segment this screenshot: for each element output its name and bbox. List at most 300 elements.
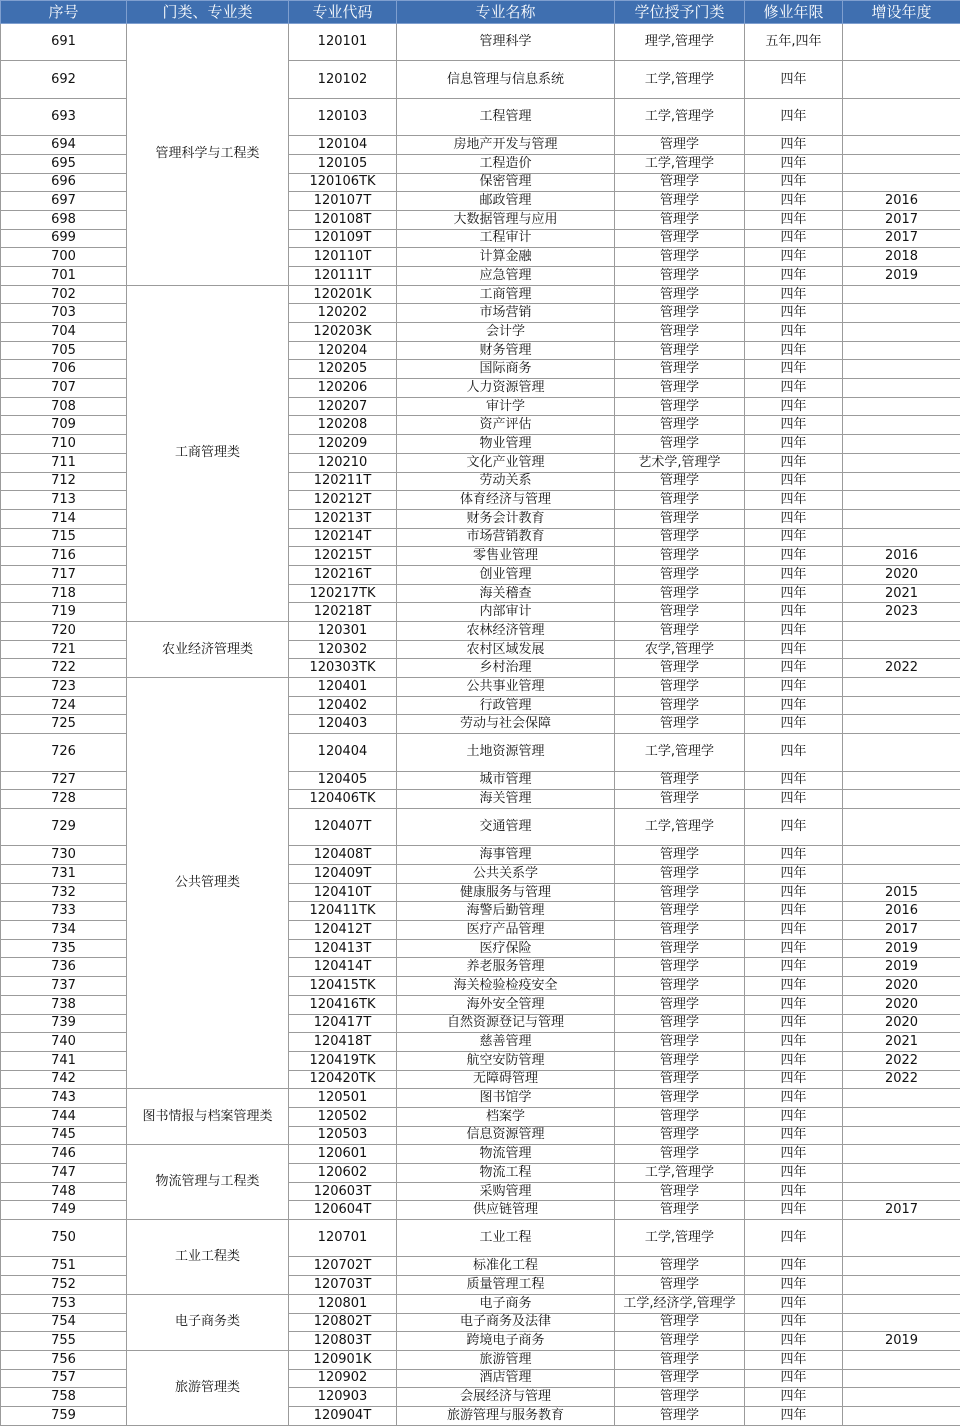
cell-code: 120403 [289,715,397,734]
cell-duration: 四年 [745,98,843,135]
cell-serial: 693 [1,98,127,135]
cell-major-name: 资产评估 [397,416,615,435]
cell-degree: 管理学 [615,565,745,584]
cell-code: 120417T [289,1014,397,1033]
cell-added-year [843,24,960,61]
cell-code: 120801 [289,1294,397,1313]
cell-major-name: 标准化工程 [397,1257,615,1276]
cell-code: 120803T [289,1332,397,1351]
cell-code: 120411TK [289,902,397,921]
cell-duration: 四年 [745,958,843,977]
cell-major-name: 信息资源管理 [397,1126,615,1145]
cell-code: 120214T [289,528,397,547]
cell-code: 120416TK [289,995,397,1014]
cell-added-year [843,136,960,155]
cell-code: 120212T [289,491,397,510]
cell-major-name: 质量管理工程 [397,1276,615,1295]
table-row [1,1145,960,1164]
cell-added-year [843,472,960,491]
cell-added-year [843,285,960,304]
cell-code: 120404 [289,734,397,771]
cell-code: 120102 [289,61,397,98]
cell-duration: 四年 [745,734,843,771]
cell-code: 120402 [289,696,397,715]
cell-duration: 四年 [745,771,843,790]
cell-duration: 四年 [745,1182,843,1201]
cell-added-year: 2017 [843,1201,960,1220]
cell-added-year [843,1182,960,1201]
cell-serial: 700 [1,248,127,267]
cell-added-year: 2022 [843,1070,960,1089]
cell-code: 120213T [289,509,397,528]
table-body [1,24,960,1426]
cell-major-name: 市场营销教育 [397,528,615,547]
cell-degree: 管理学 [615,1014,745,1033]
cell-major-name: 采购管理 [397,1182,615,1201]
cell-degree: 管理学 [615,285,745,304]
cell-category: 农业经济管理类 [127,622,289,678]
cell-degree: 管理学 [615,865,745,884]
cell-major-name: 信息管理与信息系统 [397,61,615,98]
cell-degree: 管理学 [615,921,745,940]
cell-major-name: 市场营销 [397,304,615,323]
cell-duration: 四年 [745,1406,843,1425]
cell-degree: 管理学 [615,210,745,229]
cell-serial: 746 [1,1145,127,1164]
cell-major-name: 文化产业管理 [397,453,615,472]
cell-serial: 737 [1,977,127,996]
table-row [1,622,960,641]
cell-added-year: 2020 [843,977,960,996]
cell-major-name: 工商管理 [397,285,615,304]
cell-degree: 管理学 [615,435,745,454]
cell-major-name: 海事管理 [397,846,615,865]
cell-duration: 四年 [745,379,843,398]
cell-major-name: 物流管理 [397,1145,615,1164]
cell-duration: 四年 [745,977,843,996]
cell-code: 120902 [289,1369,397,1388]
cell-duration: 四年 [745,435,843,454]
cell-major-name: 物流工程 [397,1164,615,1183]
cell-degree: 艺术学,管理学 [615,453,745,472]
cell-duration: 四年 [745,472,843,491]
cell-code: 120703T [289,1276,397,1295]
cell-serial: 740 [1,1033,127,1052]
cell-serial: 719 [1,603,127,622]
cell-degree: 管理学 [615,995,745,1014]
table-row [1,1294,960,1313]
cell-serial: 724 [1,696,127,715]
cell-duration: 四年 [745,1126,843,1145]
cell-degree: 管理学 [615,1070,745,1089]
cell-major-name: 土地资源管理 [397,734,615,771]
cell-serial: 755 [1,1332,127,1351]
cell-major-name: 计算金融 [397,248,615,267]
cell-major-name: 工程审计 [397,229,615,248]
cell-major-name: 公共关系学 [397,865,615,884]
cell-serial: 733 [1,902,127,921]
cell-degree: 工学,经济学,管理学 [615,1294,745,1313]
cell-major-name: 图书馆学 [397,1089,615,1108]
cell-code: 120901K [289,1350,397,1369]
cell-code: 120407T [289,808,397,845]
cell-code: 120109T [289,229,397,248]
cell-degree: 管理学 [615,1257,745,1276]
cell-duration: 四年 [745,229,843,248]
cell-duration: 四年 [745,995,843,1014]
cell-added-year [843,397,960,416]
cell-degree: 管理学 [615,491,745,510]
cell-added-year [843,1220,960,1257]
table-row [1,1350,960,1369]
cell-major-name: 慈善管理 [397,1033,615,1052]
cell-added-year [843,1089,960,1108]
cell-added-year [843,715,960,734]
cell-serial: 745 [1,1126,127,1145]
cell-degree: 工学,管理学 [615,734,745,771]
table-row [1,24,960,61]
cell-major-name: 海关稽查 [397,584,615,603]
cell-serial: 735 [1,939,127,958]
cell-added-year [843,61,960,98]
cell-degree: 管理学 [615,509,745,528]
cell-degree: 管理学 [615,472,745,491]
cell-code: 120405 [289,771,397,790]
cell-degree: 管理学 [615,379,745,398]
cell-duration: 四年 [745,341,843,360]
cell-code: 120502 [289,1107,397,1126]
cell-duration: 四年 [745,154,843,173]
cell-code: 120206 [289,379,397,398]
cell-serial: 709 [1,416,127,435]
cell-major-name: 国际商务 [397,360,615,379]
cell-serial: 717 [1,565,127,584]
cell-major-name: 档案学 [397,1107,615,1126]
cell-duration: 四年 [745,1033,843,1052]
cell-degree: 管理学 [615,1033,745,1052]
cell-major-name: 酒店管理 [397,1369,615,1388]
cell-added-year [843,379,960,398]
cell-degree: 管理学 [615,846,745,865]
cell-major-name: 农林经济管理 [397,622,615,641]
cell-major-name: 电子商务 [397,1294,615,1313]
cell-added-year [843,790,960,809]
cell-added-year [843,1276,960,1295]
table-row [1,1220,960,1257]
cell-code: 120401 [289,678,397,697]
cell-code: 120802T [289,1313,397,1332]
cell-code: 120418T [289,1033,397,1052]
cell-serial: 703 [1,304,127,323]
cell-duration: 四年 [745,640,843,659]
cell-major-name: 应急管理 [397,266,615,285]
cell-degree: 管理学 [615,715,745,734]
cell-degree: 管理学 [615,1350,745,1369]
cell-degree: 管理学 [615,1145,745,1164]
cell-duration: 四年 [745,248,843,267]
cell-degree: 管理学 [615,1406,745,1425]
cell-added-year [843,491,960,510]
cell-serial: 705 [1,341,127,360]
cell-code: 120503 [289,1126,397,1145]
cell-code: 120110T [289,248,397,267]
cell-duration: 四年 [745,1388,843,1407]
cell-degree: 管理学 [615,622,745,641]
cell-duration: 四年 [745,846,843,865]
cell-major-name: 人力资源管理 [397,379,615,398]
cell-major-name: 旅游管理与服务教育 [397,1406,615,1425]
cell-major-name: 养老服务管理 [397,958,615,977]
cell-duration: 四年 [745,715,843,734]
cell-duration: 四年 [745,678,843,697]
cell-code: 120501 [289,1089,397,1108]
cell-code: 120204 [289,341,397,360]
cell-degree: 工学,管理学 [615,154,745,173]
cell-added-year: 2020 [843,1014,960,1033]
cell-major-name: 工程管理 [397,98,615,135]
cell-degree: 管理学 [615,771,745,790]
cell-degree: 管理学 [615,416,745,435]
cell-serial: 730 [1,846,127,865]
cell-duration: 四年 [745,509,843,528]
cell-code: 120410T [289,883,397,902]
cell-added-year [843,360,960,379]
cell-added-year [843,1126,960,1145]
cell-serial: 713 [1,491,127,510]
cell-duration: 四年 [745,939,843,958]
cell-major-name: 财务会计教育 [397,509,615,528]
cell-degree: 管理学 [615,528,745,547]
cell-degree: 管理学 [615,248,745,267]
cell-code: 120101 [289,24,397,61]
cell-degree: 管理学 [615,977,745,996]
cell-serial: 750 [1,1220,127,1257]
cell-major-name: 大数据管理与应用 [397,210,615,229]
cell-serial: 722 [1,659,127,678]
cell-added-year [843,1406,960,1425]
cell-code: 120211T [289,472,397,491]
cell-added-year [843,771,960,790]
cell-added-year: 2018 [843,248,960,267]
cell-code: 120203K [289,323,397,342]
cell-serial: 698 [1,210,127,229]
cell-added-year: 2023 [843,603,960,622]
cell-code: 120409T [289,865,397,884]
cell-major-name: 审计学 [397,397,615,416]
cell-serial: 707 [1,379,127,398]
cell-major-name: 自然资源登记与管理 [397,1014,615,1033]
table-header [1,1,960,24]
cell-degree: 管理学 [615,266,745,285]
cell-duration: 四年 [745,192,843,211]
cell-code: 120208 [289,416,397,435]
cell-duration: 四年 [745,1164,843,1183]
cell-degree: 管理学 [615,360,745,379]
cell-degree: 管理学 [615,603,745,622]
cell-code: 120108T [289,210,397,229]
cell-major-name: 管理科学 [397,24,615,61]
table-row [1,285,960,304]
cell-serial: 696 [1,173,127,192]
cell-duration: 四年 [745,1369,843,1388]
cell-degree: 管理学 [615,696,745,715]
cell-serial: 720 [1,622,127,641]
cell-major-name: 保密管理 [397,173,615,192]
cell-major-name: 电子商务及法律 [397,1313,615,1332]
cell-serial: 758 [1,1388,127,1407]
cell-degree: 管理学 [615,790,745,809]
cell-duration: 四年 [745,416,843,435]
cell-degree: 管理学 [615,883,745,902]
cell-added-year [843,453,960,472]
cell-serial: 716 [1,547,127,566]
cell-major-name: 海外安全管理 [397,995,615,1014]
cell-code: 120419TK [289,1051,397,1070]
cell-major-name: 医疗产品管理 [397,921,615,940]
cell-code: 120217TK [289,584,397,603]
cell-added-year: 2021 [843,1033,960,1052]
cell-duration: 四年 [745,210,843,229]
cell-added-year: 2015 [843,883,960,902]
cell-code: 120106TK [289,173,397,192]
header-serial: 序号 [1,1,127,24]
cell-major-name: 乡村治理 [397,659,615,678]
cell-serial: 710 [1,435,127,454]
cell-major-name: 财务管理 [397,341,615,360]
cell-major-name: 旅游管理 [397,1350,615,1369]
cell-serial: 756 [1,1350,127,1369]
cell-duration: 四年 [745,1089,843,1108]
cell-serial: 706 [1,360,127,379]
cell-code: 120216T [289,565,397,584]
cell-category: 公共管理类 [127,678,289,1089]
cell-serial: 695 [1,154,127,173]
cell-major-name: 内部审计 [397,603,615,622]
cell-major-name: 劳动关系 [397,472,615,491]
cell-added-year: 2017 [843,210,960,229]
cell-code: 120604T [289,1201,397,1220]
cell-added-year: 2020 [843,565,960,584]
cell-added-year [843,154,960,173]
cell-degree: 工学,管理学 [615,98,745,135]
cell-major-name: 物业管理 [397,435,615,454]
cell-duration: 四年 [745,1014,843,1033]
cell-serial: 718 [1,584,127,603]
cell-code: 120303TK [289,659,397,678]
cell-degree: 农学,管理学 [615,640,745,659]
cell-major-name: 房地产开发与管理 [397,136,615,155]
cell-serial: 712 [1,472,127,491]
cell-added-year [843,528,960,547]
cell-added-year [843,846,960,865]
cell-serial: 708 [1,397,127,416]
cell-serial: 749 [1,1201,127,1220]
cell-added-year [843,509,960,528]
cell-degree: 管理学 [615,1332,745,1351]
cell-code: 120412T [289,921,397,940]
header-added-year: 增设年度 [843,1,960,24]
cell-code: 120408T [289,846,397,865]
cell-degree: 管理学 [615,397,745,416]
cell-duration: 四年 [745,921,843,940]
cell-added-year [843,1369,960,1388]
cell-serial: 715 [1,528,127,547]
header-duration: 修业年限 [745,1,843,24]
cell-category: 图书情报与档案管理类 [127,1089,289,1145]
cell-duration: 四年 [745,790,843,809]
cell-code: 120415TK [289,977,397,996]
table-row [1,1089,960,1108]
cell-added-year [843,1145,960,1164]
cell-code: 120210 [289,453,397,472]
cell-duration: 四年 [745,1350,843,1369]
cell-duration: 四年 [745,1070,843,1089]
cell-serial: 759 [1,1406,127,1425]
cell-duration: 四年 [745,136,843,155]
cell-code: 120302 [289,640,397,659]
cell-duration: 四年 [745,1051,843,1070]
cell-serial: 692 [1,61,127,98]
cell-code: 120903 [289,1388,397,1407]
cell-code: 120702T [289,1257,397,1276]
cell-duration: 四年 [745,902,843,921]
cell-added-year [843,808,960,845]
cell-duration: 四年 [745,453,843,472]
cell-added-year [843,1107,960,1126]
cell-added-year: 2022 [843,659,960,678]
cell-serial: 702 [1,285,127,304]
cell-added-year: 2017 [843,921,960,940]
cell-serial: 725 [1,715,127,734]
cell-degree: 管理学 [615,229,745,248]
cell-code: 120413T [289,939,397,958]
cell-duration: 四年 [745,397,843,416]
cell-duration: 四年 [745,808,843,845]
cell-degree: 管理学 [615,659,745,678]
cell-degree: 管理学 [615,1388,745,1407]
cell-serial: 701 [1,266,127,285]
cell-added-year [843,173,960,192]
cell-code: 120207 [289,397,397,416]
cell-code: 120406TK [289,790,397,809]
cell-added-year: 2016 [843,192,960,211]
cell-added-year [843,865,960,884]
cell-major-name: 健康服务与管理 [397,883,615,902]
cell-added-year [843,640,960,659]
cell-category: 工业工程类 [127,1220,289,1295]
cell-degree: 管理学 [615,136,745,155]
cell-duration: 四年 [745,360,843,379]
cell-serial: 751 [1,1257,127,1276]
cell-serial: 743 [1,1089,127,1108]
cell-code: 120201K [289,285,397,304]
cell-added-year [843,1257,960,1276]
cell-serial: 726 [1,734,127,771]
cell-serial: 739 [1,1014,127,1033]
cell-degree: 管理学 [615,958,745,977]
cell-major-name: 医疗保险 [397,939,615,958]
cell-added-year [843,435,960,454]
cell-category: 旅游管理类 [127,1350,289,1425]
cell-serial: 691 [1,24,127,61]
cell-duration: 四年 [745,622,843,641]
cell-added-year: 2019 [843,1332,960,1351]
cell-code: 120603T [289,1182,397,1201]
cell-duration: 四年 [745,865,843,884]
cell-degree: 管理学 [615,341,745,360]
cell-degree: 管理学 [615,547,745,566]
cell-category: 电子商务类 [127,1294,289,1350]
